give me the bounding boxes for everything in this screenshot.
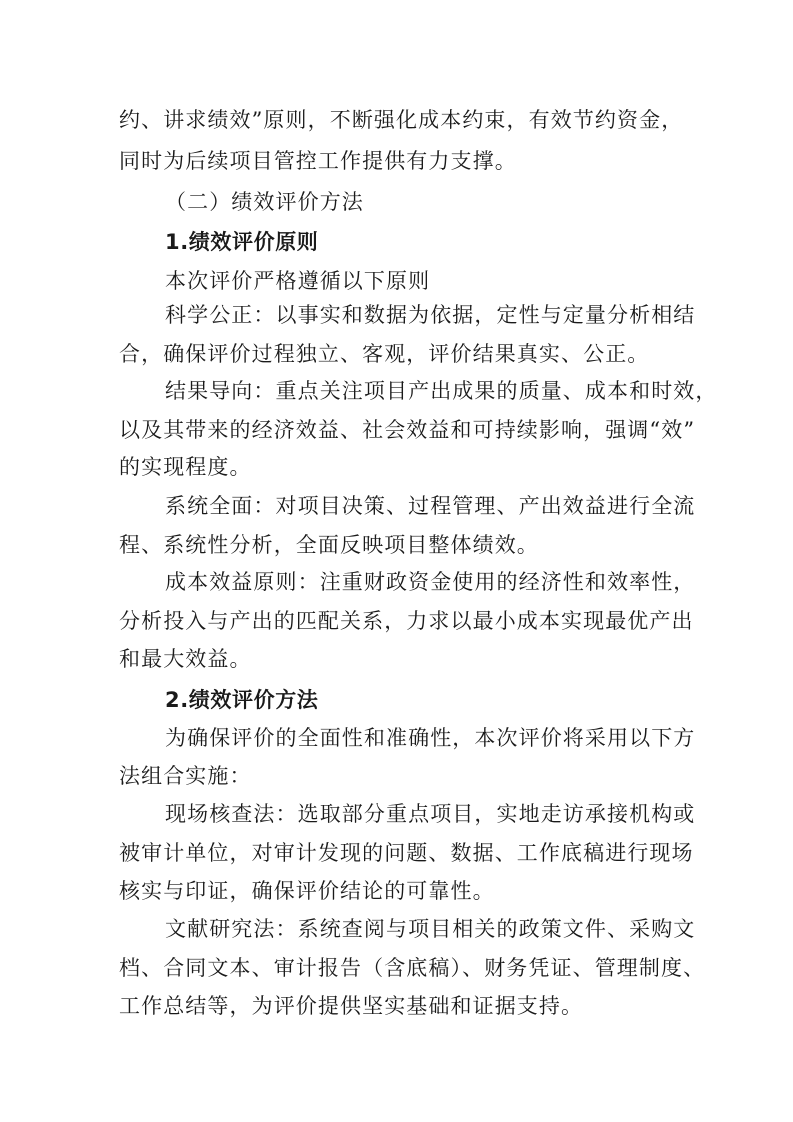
paragraph-line: 核实与印证，确保评价结论的可靠性。 [119, 879, 495, 903]
paragraph-line: 科学公正：以事实和数据为依据，定性与定量分析相结 [165, 303, 696, 327]
paragraph-line: 程、系统性分析，全面反映项目整体绩效。 [119, 533, 539, 557]
paragraph-line: 成本效益原则：注重财政资金使用的经济性和效率性， [165, 570, 696, 594]
paragraph-line: 合，确保评价过程独立、客观，评价结果真实、公正。 [119, 342, 650, 366]
paragraph-line: 法组合实施： [119, 764, 252, 788]
paragraph-line: 分析投入与产出的匹配关系，力求以最小成本实现最优产出 [119, 609, 694, 633]
paragraph-line: 被审计单位，对审计发现的问题、数据、工作底稿进行现场 [119, 841, 694, 865]
paragraph-line: 和最大效益。 [119, 647, 252, 671]
paragraph-line: 以及其带来的经济效益、社会效益和可持续影响，强调“效” [119, 418, 696, 442]
paragraph-line: 为确保评价的全面性和准确性，本次评价将采用以下方 [165, 726, 696, 750]
paragraph-line: 工作总结等，为评价提供坚实基础和证据支持。 [119, 994, 584, 1018]
subsection-heading-principles: 1.绩效评价原则 [165, 230, 319, 254]
paragraph-line: 现场核查法：选取部分重点项目，实地走访承接机构或 [165, 802, 696, 826]
paragraph-line: 本次评价严格遵循以下原则 [165, 269, 431, 293]
paragraph-line: 同时为后续项目管控工作提供有力支撑。 [119, 149, 517, 173]
subsection-heading-methods: 2.绩效评价方法 [165, 688, 319, 712]
paragraph-line: 约、讲求绩效”原则，不断强化成本约束，有效节约资金， [119, 108, 684, 132]
section-heading: （二）绩效评价方法 [165, 190, 364, 214]
paragraph-line: 档、合同文本、审计报告（含底稿）、财务凭证、管理制度、 [119, 956, 706, 980]
paragraph-line: 结果导向：重点关注项目产出成果的质量、成本和时效， [165, 379, 718, 403]
paragraph-line: 文献研究法：系统查阅与项目相关的政策文件、采购文 [165, 917, 696, 941]
paragraph-line: 的实现程度。 [119, 455, 252, 479]
paragraph-line: 系统全面：对项目决策、过程管理、产出效益进行全流 [165, 494, 696, 518]
